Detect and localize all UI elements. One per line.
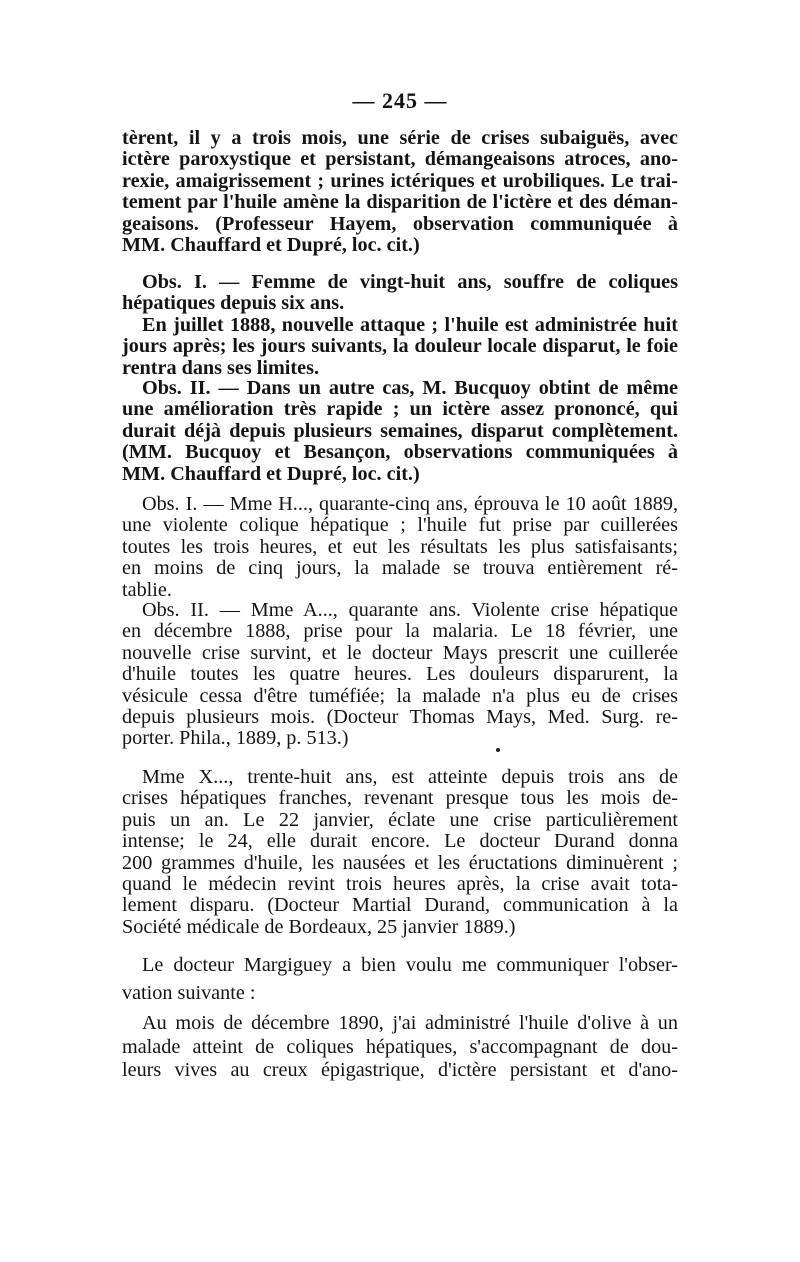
- text-line: toutes les trois heures, et eut les résultats les plus satisfaisants;: [122, 535, 678, 558]
- text-line: Obs. II. — Mme A..., quarante ans. Violente crise hépatique: [142, 599, 678, 621]
- text-line: tèrent, il y a trois mois, une série de crises subaiguës, avec: [122, 127, 678, 149]
- text-line: ictère paroxystique et persistant, démangeaisons atroces, ano-: [122, 148, 678, 171]
- text-line: En juillet 1888, nouvelle attaque ; l'huile est administrée huit: [142, 313, 678, 336]
- text-line: une amélioration très rapide ; un ictère assez prononcé, qui: [122, 398, 678, 421]
- text-line: tablie.: [122, 578, 172, 601]
- text-line: d'huile toutes les quatre heures. Les douleurs disparurent, la: [122, 663, 678, 686]
- text-line: depuis plusieurs mois. (Docteur Thomas Mays, Med. Surg. re-: [122, 705, 678, 728]
- paragraph-obs-2-mme-a: [122, 600, 678, 750]
- text-line: nouvelle crise survint, et le docteur Mays prescrit une cuillerée: [122, 641, 678, 664]
- text-line: Obs. I. — Mme H..., quarante-cinq ans, éprouva le 10 août 1889,: [142, 493, 678, 515]
- paragraph-obs-1-mme-h: [122, 494, 678, 601]
- text-line: MM. Chauffard et Dupré, loc. cit.): [122, 462, 420, 485]
- page-number: — 245 —: [352, 88, 448, 113]
- text-line: puis un an. Le 22 janvier, éclate une crise particulièrement: [122, 808, 678, 831]
- text-line: rexie, amaigrissement ; urines ictériques et urobiliques. Le trai-: [122, 169, 678, 192]
- text-line: 200 grammes d'huile, les nausées et les éructations diminuèrent ;: [122, 851, 678, 874]
- text-line: quand le médecin revint trois heures après, la crise avait tota-: [122, 872, 678, 895]
- text-line: Le docteur Margiguey a bien voulu me communiquer l'obser-: [142, 954, 678, 976]
- text-line: malade atteint de coliques hépatiques, s'accompagnant de dou-: [122, 1035, 678, 1058]
- text-line: Société médicale de Bordeaux, 25 janvier 1889.): [122, 915, 516, 938]
- text-line: rentra dans ses limites.: [122, 356, 320, 379]
- text-line: Mme X..., trente-huit ans, est atteinte depuis trois ans de: [142, 766, 678, 788]
- text-line: vésicule cessa d'être tuméfiée; la malade n'a plus eu de crises: [122, 684, 678, 707]
- paragraph-obs-2: [122, 378, 678, 485]
- paragraph-mme-x: [122, 767, 678, 938]
- text-line: en moins de cinq jours, la malade se trouva entièrement ré-: [122, 557, 678, 580]
- text-line: une violente colique hépatique ; l'huile fut prise par cuillerées: [122, 514, 678, 537]
- paragraph-obs-1: [122, 272, 678, 379]
- text-line: MM. Chauffard et Dupré, loc. cit.): [122, 233, 420, 256]
- text-line: tement par l'huile amène la disparition de l'ictère et des déman-: [122, 191, 678, 214]
- text-line: porter. Phila., 1889, p. 513.): [122, 727, 349, 750]
- text-line: geaisons. (Professeur Hayem, observation communiquée à: [122, 212, 678, 235]
- paragraph-final: [122, 1012, 678, 1083]
- text-line: jours après; les jours suivants, la douleur locale disparut, le foie: [122, 335, 678, 358]
- paragraph-intro: [122, 128, 678, 256]
- paragraph-margiguey: [122, 951, 678, 1007]
- text-line: hépatiques depuis six ans.: [122, 292, 345, 315]
- text-line: leurs vives au creux épigastrique, d'ictère persistant et d'ano-: [122, 1059, 678, 1081]
- text-line: vation suivante :: [122, 982, 256, 1004]
- ink-speck: [496, 748, 500, 752]
- text-line: en décembre 1888, prise pour la malaria. Le 18 février, une: [122, 620, 678, 643]
- text-line: intense; le 24, elle durait encore. Le docteur Durand donna: [122, 830, 678, 853]
- text-line: durait déjà depuis plusieurs semaines, disparut complètement.: [122, 419, 678, 442]
- text-line: (MM. Bucquoy et Besançon, observations communiquées à: [122, 441, 678, 464]
- text-line: Au mois de décembre 1890, j'ai administré l'huile d'olive à un: [142, 1012, 678, 1034]
- text-line: crises hépatiques franches, revenant presque tous les mois de-: [122, 787, 678, 810]
- text-line: Obs. I. — Femme de vingt-huit ans, souffre de coliques: [142, 271, 678, 293]
- text-line: Obs. II. — Dans un autre cas, M. Bucquoy obtint de même: [142, 377, 678, 399]
- text-line: lement disparu. (Docteur Martial Durand, communication à la: [122, 894, 678, 917]
